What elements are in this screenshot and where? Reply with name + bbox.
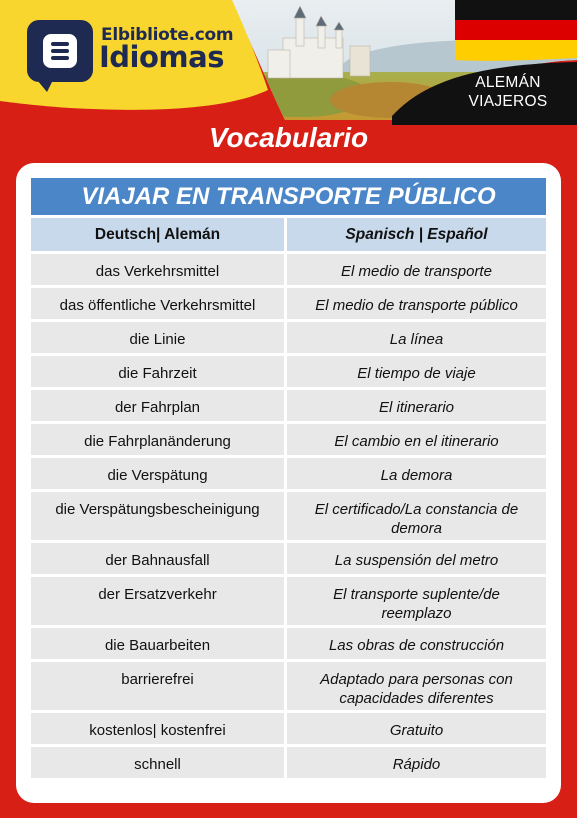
spanish-term: El certificado/La constancia de demora [287, 492, 546, 540]
table-header-row [31, 218, 546, 251]
brand-site: Elbibliote.com [101, 25, 234, 45]
german-term: der Bahnausfall [31, 543, 287, 574]
german-term: die Fahrzeit [31, 356, 287, 387]
language-tag-line1: ALEMÁN [475, 74, 541, 91]
spanish-term: El tiempo de viaje [287, 356, 546, 387]
spanish-term: El medio de transporte [287, 254, 546, 285]
spanish-term: La suspensión del metro [287, 543, 546, 574]
vocabulary-table [31, 215, 546, 781]
spanish-term: Las obras de construcción [287, 628, 546, 659]
header-banner [0, 0, 577, 125]
spanish-term: El itinerario [287, 390, 546, 421]
german-term: schnell [31, 747, 287, 778]
spanish-term: La demora [287, 458, 546, 489]
table-row [31, 543, 546, 574]
table-row [31, 356, 546, 387]
vocabulary-table-wrapper [31, 178, 546, 781]
table-row [31, 322, 546, 353]
section-title: Vocabulario [208, 122, 369, 153]
german-term: die Verspätung [31, 458, 287, 489]
header-german: Deutsch| Alemán [31, 218, 287, 251]
table-row [31, 628, 546, 659]
table-title: VIAJAR EN TRANSPORTE PÚBLICO [31, 178, 546, 215]
german-term: die Linie [31, 322, 287, 353]
german-term: die Verspätungsbescheinigung [31, 492, 287, 540]
german-term: das öffentliche Verkehrsmittel [31, 288, 287, 319]
spanish-term: Gratuito [287, 713, 546, 744]
table-row [31, 254, 546, 285]
table-row [31, 747, 546, 778]
spanish-term: La línea [287, 322, 546, 353]
language-tag-line2: VIAJEROS [468, 93, 548, 110]
table-row [31, 288, 546, 319]
table-row [31, 577, 546, 625]
german-term: barrierefrei [31, 662, 287, 710]
german-term: das Verkehrsmittel [31, 254, 287, 285]
german-term: die Bauarbeiten [31, 628, 287, 659]
table-row [31, 424, 546, 455]
logo-icon [27, 20, 93, 82]
german-term: kostenlos| kostenfrei [31, 713, 287, 744]
language-tag [458, 73, 558, 111]
header-spanish: Spanisch | Español [287, 218, 546, 251]
spanish-term: Adaptado para personas con capacidades diferentes [287, 662, 546, 710]
table-row [31, 713, 546, 744]
table-row [31, 390, 546, 421]
spanish-term: El transporte suplente/de reemplazo [287, 577, 546, 625]
german-term: der Fahrplan [31, 390, 287, 421]
spanish-term: Rápido [287, 747, 546, 778]
table-row [31, 458, 546, 489]
german-flag [455, 0, 577, 61]
german-term: die Fahrplanänderung [31, 424, 287, 455]
spanish-term: El cambio en el itinerario [287, 424, 546, 455]
table-row [31, 492, 546, 540]
spanish-term: El medio de transporte público [287, 288, 546, 319]
vocabulary-card [16, 163, 561, 803]
table-row [31, 662, 546, 710]
brand-name: Idiomas [99, 40, 224, 74]
german-term: der Ersatzverkehr [31, 577, 287, 625]
